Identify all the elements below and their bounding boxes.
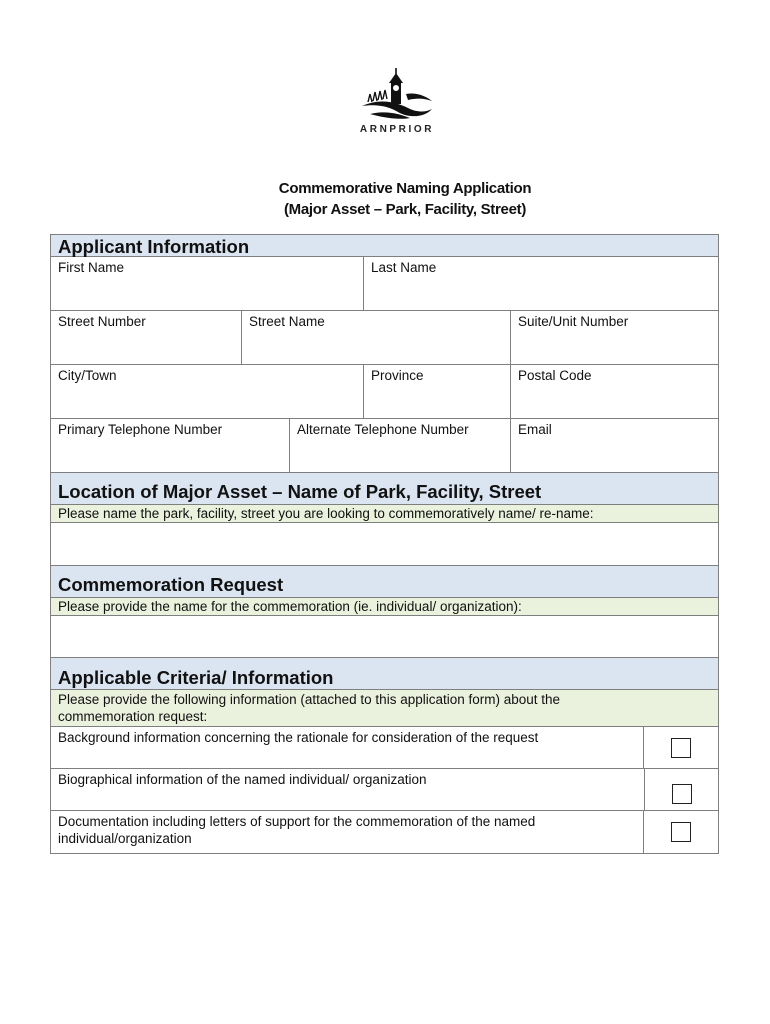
- form-title-line-1: Commemorative Naming Application: [278, 180, 532, 197]
- criteria-item-label: Biographical information of the named individual/ organization: [58, 772, 427, 787]
- criteria-item-label: Documentation including letters of support for the commemoration of the named individual/organization: [58, 814, 536, 846]
- criteria-item: [50, 811, 719, 854]
- commemoration-heading: Commemoration Request: [50, 566, 719, 598]
- contact-row: [50, 419, 719, 473]
- criteria-checkbox-cell: [643, 727, 718, 768]
- last-name-field[interactable]: Last Name: [363, 257, 718, 310]
- first-name-field[interactable]: First Name: [58, 260, 125, 275]
- logo-text: ARNPRIOR: [359, 124, 435, 135]
- location-heading: Location of Major Asset – Name of Park, Facility, Street: [50, 473, 719, 505]
- location-input[interactable]: [50, 523, 719, 566]
- criteria-checkbox-cell: [644, 769, 718, 810]
- email-field[interactable]: Email: [510, 419, 718, 472]
- applicant-info-heading: Applicant Information: [50, 234, 719, 257]
- criteria-heading: Applicable Criteria/ Information: [50, 658, 719, 690]
- clock-tower-landscape-icon: [360, 68, 434, 122]
- commemoration-prompt: Please provide the name for the commemoration (ie. individual/ organization):: [50, 598, 719, 616]
- postal-code-field[interactable]: Postal Code: [510, 365, 718, 418]
- address-row: [50, 311, 719, 365]
- background-info-checkbox[interactable]: [671, 738, 691, 758]
- criteria-prompt: Please provide the following information (attached to this application form) about the commemoration request:: [50, 690, 719, 727]
- location-prompt: Please name the park, facility, street you are looking to commemoratively name/ re-name:: [50, 505, 719, 523]
- criteria-item: [50, 769, 719, 811]
- province-field[interactable]: Province: [363, 365, 510, 418]
- primary-phone-field[interactable]: Primary Telephone Number: [58, 422, 223, 437]
- city-row: [50, 365, 719, 419]
- suite-unit-field[interactable]: Suite/Unit Number: [510, 311, 718, 364]
- application-form: [50, 234, 719, 854]
- criteria-item: [50, 727, 719, 769]
- street-number-field[interactable]: Street Number: [58, 314, 146, 329]
- arnprior-logo: [355, 68, 439, 148]
- form-title-line-2: (Major Asset – Park, Facility, Street): [283, 201, 527, 218]
- commemoration-input[interactable]: [50, 616, 719, 658]
- alternate-phone-field[interactable]: Alternate Telephone Number: [289, 419, 510, 472]
- criteria-checkbox-cell: [643, 811, 718, 853]
- form-title: [0, 178, 770, 220]
- street-name-field[interactable]: Street Name: [241, 311, 510, 364]
- name-row: [50, 257, 719, 311]
- biographical-info-checkbox[interactable]: [672, 784, 692, 804]
- documentation-checkbox[interactable]: [671, 822, 691, 842]
- criteria-item-label: Background information concerning the rationale for consideration of the request: [58, 730, 539, 745]
- city-town-field[interactable]: City/Town: [58, 368, 117, 383]
